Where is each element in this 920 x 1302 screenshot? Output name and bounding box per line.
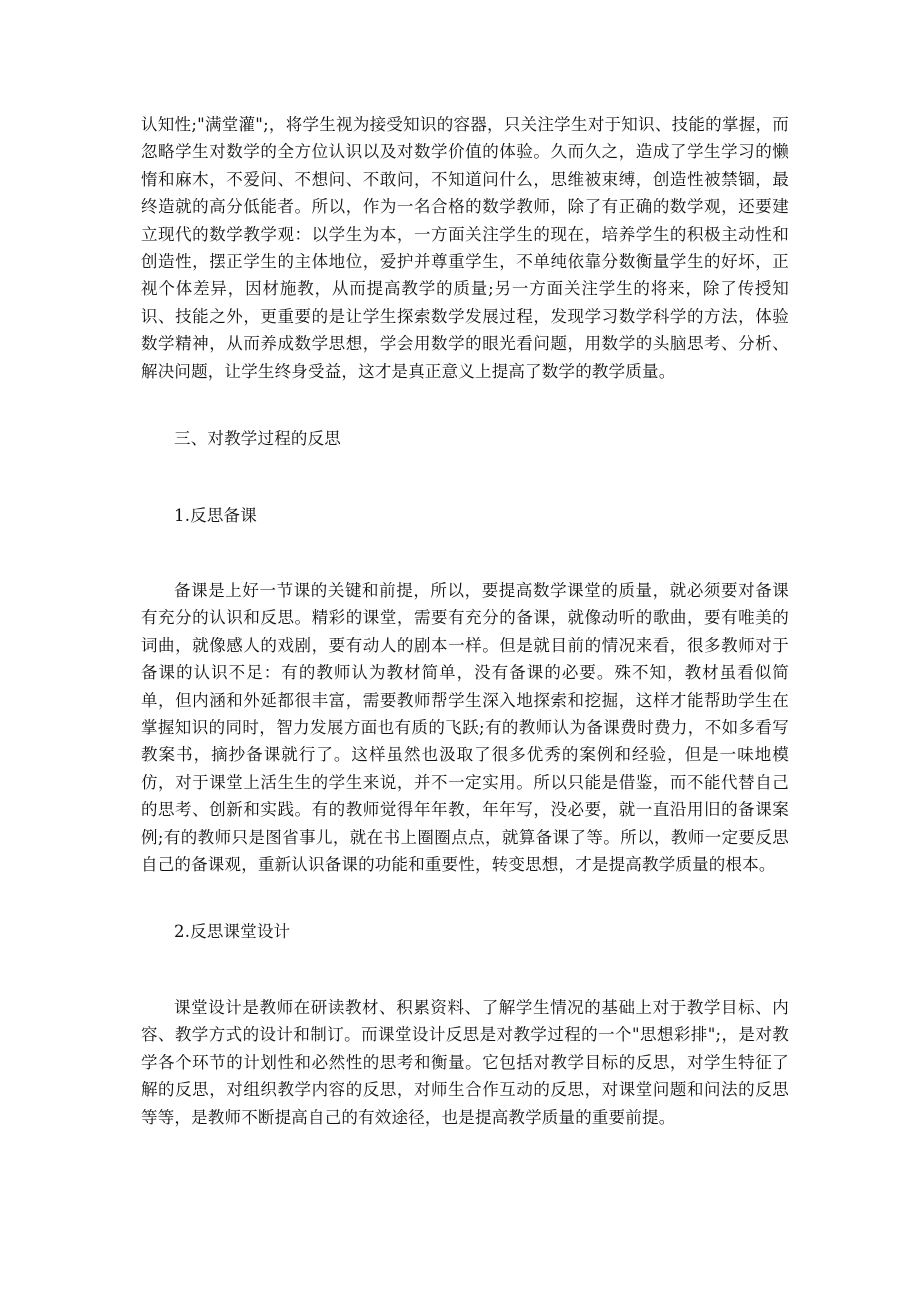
body-paragraph-3: 课堂设计是教师在研读教材、积累资料、了解学生情况的基础上对于教学目标、内容、教学方式的设计和制订。而课堂设计反思是对教学过程的一个"思想彩排";，是对教学各个环节的计划性和必然性的思考和衡量。它包括对教学目标的反思，对学生特征了解的反思，对组织教学内容的反思，对师生合作互动的反思，对课堂问题和问法的反思等等，是教师不断提高自己的有效途径，也是提高教学质量的重要前提。 [141, 998, 789, 1127]
body-paragraph-1: 认知性;"满堂灌";，将学生视为接受知识的容器，只关注学生对于知识、技能的掌握，而忽略学生对数学的全方位认识以及对数学价值的体验。久而久之，造成了学生学习的懒惰和麻木，不爱问、不想问、不敢问，不知道问什么，思维被束缚，创造性被禁锢，最终造就的高分低能者。所以，作为一名合格的数学教师，除了有正确的数学观，还要建立现代的数学教学观：以学生为本，一方面关注学生的现在，培养学生的积极主动性和创造性，摆正学生的主体地位，爱护并尊重学生，不单纯依靠分数衡量学生的好坏，正视个体差异，因材施教，从而提高教学的质量;另一方面关注学生的将来，除了传授知识、技能之外，更重要的是让学生探索数学发展过程，发现学习数学科学的方法，体验数学精神，从而养成数学思想，学会用数学的眼光看问题，用数学的头脑思考、分析、解决问题，让学生终身受益，这才是真正意义上提高了数学的教学质量。 [141, 115, 789, 381]
body-paragraph-2: 备课是上好一节课的关键和前提，所以，要提高数学课堂的质量，就必须要对备课有充分的认识和反思。精彩的课堂，需要有充分的备课，就像动听的歌曲，要有唯美的词曲，就像感人的戏剧，要有动人的剧本一样。但是就目前的情况来看，很多教师对于备课的认识不足：有的教师认为教材简单，没有备课的必要。殊不知，教材虽看似简单，但内涵和外延都很丰富，需要教师帮学生深入地探索和挖掘，这样才能帮助学生在掌握知识的同时，智力发展方面也有质的飞跃;有的教师认为备课费时费力，不如多看写教案书，摘抄备课就行了。这样虽然也汲取了很多优秀的案例和经验，但是一味地模仿，对于课堂上活生生的学生来说，并不一定实用。所以只能是借鉴，而不能代替自己的思考、创新和实践。有的教师觉得年年教，年年写，没必要，就一直沿用旧的备课案例;有的教师只是图省事儿，就在书上圈圈点点，就算备课了等。所以，教师一定要反思自己的备课观，重新认识备课的功能和重要性，转变思想，才是提高教学质量的根本。 [141, 581, 789, 875]
section-heading: 三、对教学过程的反思 [174, 429, 341, 448]
subheading-prepare-lessons: 1.反思备课 [174, 506, 257, 525]
subheading-class-design: 2.反思课堂设计 [174, 922, 291, 941]
